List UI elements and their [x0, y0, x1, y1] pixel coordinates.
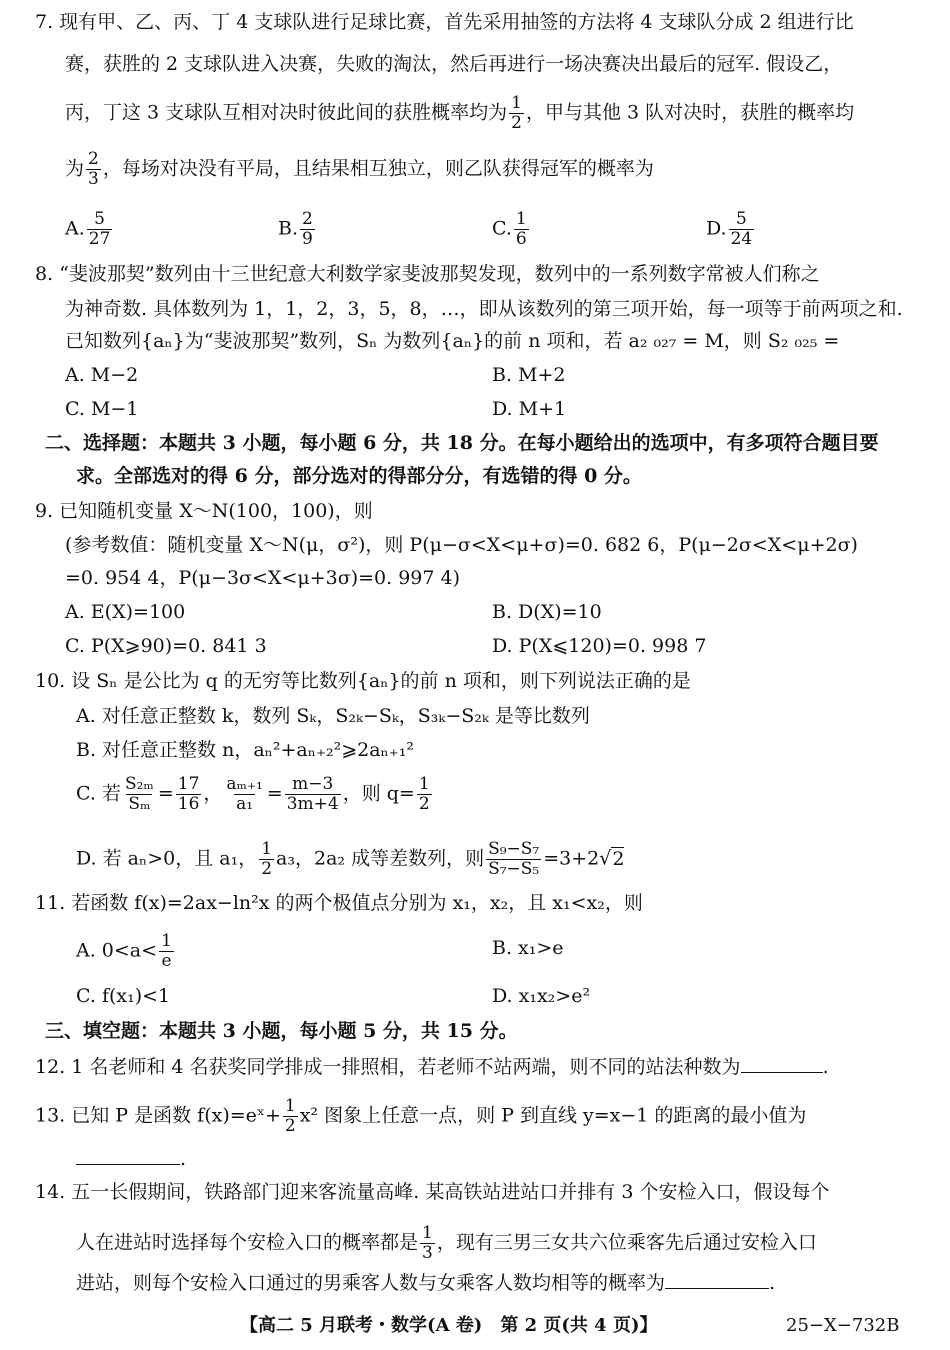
q8-line2: 为神奇数. 具体数列为 1，1，2，3，5，8，…，即从该数列的第三项开始，每一项等于前两项之和.: [65, 298, 903, 320]
q9-option-c: C. P(X⩾90)=0. 841 3: [65, 635, 267, 657]
fraction-half: [417, 775, 432, 814]
denominator: Sₘ: [128, 794, 151, 814]
label: A. 0<a<: [76, 939, 158, 962]
denominator: 3: [422, 1243, 433, 1263]
page-footer-code: 25−X−732B: [786, 1315, 900, 1336]
q14-line1: 14. 五一长假期间，铁路部门迎来客流量高峰. 某高铁站进站口并排有 3 个安检入口，假设每个: [35, 1181, 830, 1203]
label: B.: [278, 217, 299, 240]
equals: =: [157, 782, 174, 805]
q7-line3: [65, 94, 854, 133]
fraction-m: [285, 775, 341, 814]
denominator: 3: [88, 169, 99, 189]
q7-option-d: [706, 210, 756, 249]
fraction: [729, 210, 755, 249]
fraction-half: [259, 840, 274, 879]
q7-line2: 赛，获胜的 2 支球队进入决赛，失败的淘汰，然后再进行一场决赛决出最后的冠军. 假设乙，: [65, 53, 843, 75]
label: D.: [706, 217, 727, 240]
q7-line3-a: 丙，丁这 3 支球队互相对决时彼此间的获胜概率均为: [65, 101, 508, 124]
q10-option-d: D. 若 aₙ>0，且 a₁， $\frac{1}{2}$ a₃，2a₂ 成等差数列，则 $\frac{\text{S₉−S₇}}{\text{S₇−S₅}}$ =3+2√2: [76, 839, 625, 879]
numerator: 2: [302, 209, 313, 229]
fraction: [159, 932, 174, 971]
denominator: 2: [284, 1116, 296, 1136]
denominator: 2: [418, 794, 430, 814]
numerator: S₂ₘ: [124, 774, 154, 794]
numerator: 1: [422, 1223, 433, 1243]
text: ，则 q=: [342, 782, 415, 805]
label: C. 若: [76, 782, 121, 805]
numerator: 1: [261, 839, 273, 859]
denominator: 6: [515, 229, 527, 249]
fraction: [87, 210, 113, 249]
q11-option-a: [76, 932, 176, 971]
q8-option-d: D. M+1: [492, 398, 567, 420]
label: D. 若 aₙ>0，且 a₁，: [76, 847, 258, 870]
q8-line1: 8. “斐波那契”数列由十三世纪意大利数学家斐波那契发现，数列中的一系列数字常被人们称之: [35, 263, 820, 285]
q8-option-c: C. M−1: [65, 398, 139, 420]
period: .: [180, 1148, 187, 1170]
fraction-17-16: [176, 775, 202, 814]
q12-line1: [35, 1054, 829, 1079]
q10-option-a: A. 对任意正整数 k，数列 Sₖ，S₂ₖ−Sₖ，S₃ₖ−S₂ₖ 是等比数列: [76, 705, 590, 727]
q11-option-c: C. f(x₁)<1: [76, 985, 171, 1007]
q11-option-b: B. x₁>e: [492, 937, 564, 959]
q7-line4-b: ，每场对决没有平局，且结果相互独立，则乙队获得冠军的概率为: [102, 157, 654, 180]
fraction-am1-a1: [224, 775, 264, 814]
denominator: 24: [730, 229, 753, 249]
section2-heading-line1: 二、选择题：本题共 3 小题，每小题 6 分，共 18 分。在每小题给出的选项中，有多项符合题目要: [45, 432, 879, 454]
q9-line2: (参考数值：随机变量 X～N(μ，σ²)，则 P(μ−σ<X<μ+σ)=0. 682 6，P(μ−2σ<X<μ+2σ): [65, 534, 858, 556]
page-footer-title: 【高二 5 月联考・数学(A 卷) 第 2 页(共 4 页)】: [240, 1315, 658, 1336]
q13-line1: [35, 1097, 806, 1136]
q7-fraction-two-thirds: [86, 150, 101, 189]
q13-line2: [76, 1146, 186, 1171]
numerator: 2: [88, 149, 99, 169]
denominator: 9: [302, 229, 313, 249]
numerator: S₉−S₇: [488, 839, 540, 859]
section3-heading: 三、填空题：本题共 3 小题，每小题 5 分，共 15 分。: [45, 1020, 518, 1042]
denominator: 3m+4: [286, 794, 339, 814]
q14-answer-blank[interactable]: [665, 1270, 769, 1289]
separator: ，: [203, 782, 223, 805]
numerator: 17: [177, 774, 200, 794]
q7-option-c: [492, 210, 531, 249]
q9-option-a: A. E(X)=100: [65, 601, 186, 623]
period: .: [822, 1056, 829, 1078]
period: .: [769, 1272, 776, 1294]
q13-answer-blank[interactable]: [76, 1146, 180, 1165]
q7-line1: 7. 现有甲、乙、丙、丁 4 支球队进行足球比赛，首先采用抽签的方法将 4 支球队分成 2 组进行比: [35, 11, 854, 33]
q14-text: 进站，则每个安检入口通过的男乘客人数与女乘客人数均相等的概率为: [76, 1272, 666, 1294]
q8-option-b: B. M+2: [492, 364, 566, 386]
label: A.: [65, 217, 85, 240]
q14-text-b: ，现有三男三女共六位乘客先后通过安检入口: [436, 1231, 817, 1254]
numerator: 1: [511, 93, 522, 113]
denominator: 27: [88, 229, 111, 249]
denominator: 2: [511, 113, 522, 133]
denominator: 16: [177, 794, 200, 814]
q12-answer-blank[interactable]: [741, 1054, 823, 1073]
fraction: [300, 210, 315, 249]
fraction: [514, 210, 529, 249]
q9-option-b: B. D(X)=10: [492, 601, 602, 623]
label: C.: [492, 217, 512, 240]
equals: =: [266, 782, 283, 805]
numerator: aₘ₊₁: [226, 774, 263, 794]
q7-option-b: [278, 210, 317, 249]
fraction-sums: [486, 840, 541, 879]
numerator: m−3: [292, 774, 334, 794]
q14-line2: [76, 1224, 817, 1263]
q9-line1: 9. 已知随机变量 X～N(100，100)，则: [35, 500, 373, 522]
q10-option-c: [76, 775, 434, 814]
denominator: S₇−S₅: [488, 859, 540, 879]
q14-fraction-third: [420, 1224, 435, 1263]
q10-line1: 10. 设 Sₙ 是公比为 q 的无穷等比数列{aₙ}的前 n 项和，则下列说法正确的是: [35, 670, 691, 692]
q9-option-d: D. P(X⩽120)=0. 998 7: [492, 635, 707, 657]
text: =3+2: [543, 847, 600, 870]
q7-line4-a: 为: [65, 157, 85, 180]
q13-text-a: 13. 已知 P 是函数 f(x)=eˣ+: [35, 1104, 281, 1127]
numerator: 1: [161, 931, 172, 951]
q14-text-a: 人在进站时选择每个安检入口的概率都是: [76, 1231, 419, 1254]
fraction-s2m-sm: [123, 775, 156, 814]
denominator: a₁: [236, 794, 254, 814]
numerator: 1: [284, 1096, 296, 1116]
q12-text: 12. 1 名老师和 4 名获奖同学排成一排照相，若老师不站两端，则不同的站法种数为: [35, 1056, 741, 1078]
q9-line3: =0. 954 4，P(μ−3σ<X<μ+3σ)=0. 997 4): [65, 567, 461, 589]
q8-line3: 已知数列{aₙ}为“斐波那契”数列，Sₙ 为数列{aₙ}的前 n 项和，若 a₂ ₀₂₇ = M，则 S₂ ₀₂₅ =: [65, 330, 840, 352]
q10-option-b: B. 对任意正整数 n，aₙ²+aₙ₊₂²⩾2aₙ₊₁²: [76, 739, 415, 761]
q14-line3: [76, 1270, 775, 1295]
q7-line4: [65, 150, 654, 189]
q7-line3-b: ，甲与其他 3 队对决时，获胜的概率均: [526, 101, 855, 124]
numerator: 1: [418, 774, 430, 794]
numerator: 5: [94, 209, 105, 229]
denominator: e: [161, 951, 172, 971]
numerator: 1: [515, 209, 527, 229]
section2-heading-line2: 求。全部选对的得 6 分，部分选对的得部分分，有选错的得 0 分。: [76, 465, 642, 487]
q7-option-a: [65, 210, 114, 249]
q8-option-a: A. M−2: [65, 364, 139, 386]
q13-text-b: x² 图象上任意一点，则 P 到直线 y=x−1 的距离的最小值为: [299, 1104, 807, 1127]
q13-fraction-half: [283, 1097, 298, 1136]
q7-fraction-half: [509, 94, 524, 133]
sqrt-radicand: 2: [612, 847, 625, 870]
q11-option-d: D. x₁x₂>e²: [492, 985, 591, 1007]
denominator: 2: [261, 859, 273, 879]
text: a₃，2a₂ 成等差数列，则: [276, 847, 485, 870]
numerator: 5: [736, 209, 747, 229]
q11-line1: 11. 若函数 f(x)=2ax−ln²x 的两个极值点分别为 x₁，x₂，且 x₁<x₂，则: [35, 892, 643, 914]
